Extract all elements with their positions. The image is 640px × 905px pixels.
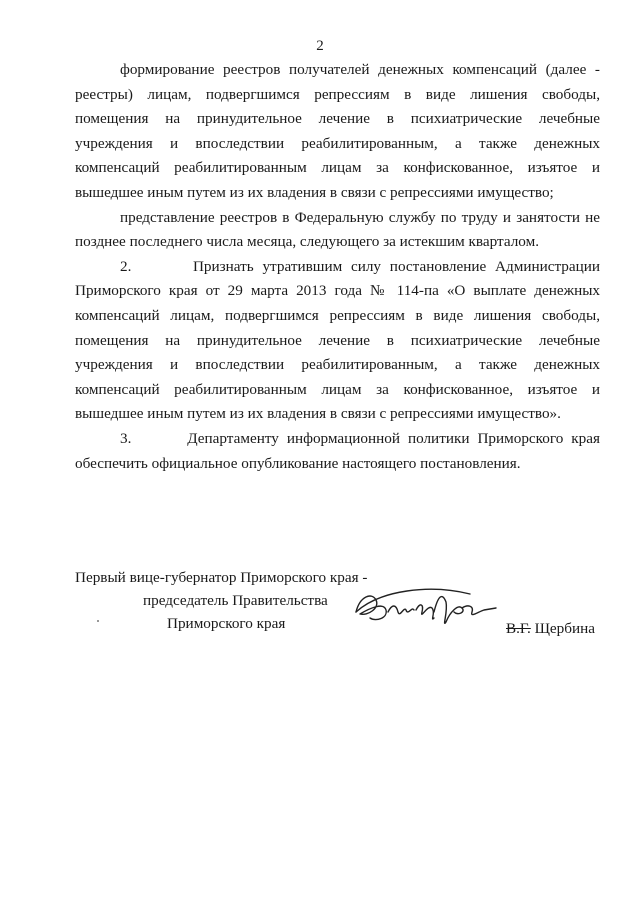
paragraph-item-2: 2. Признать утратившим силу постановление Администрации Приморского края от 29 марта 2013 года № 114-па «О выплате денежных компенсаций лицам, подвергшимся репрессиям в виде лишения свободы, помещения на принудительное лечение в психиатрические лечебные учреждения и впоследствии реабилитированным, а также денежных компенсаций реабилитированным лицам за конфискованное, изъятое и вышедшее иным путем из их владения в связи с репрессиями имущество». bbox=[75, 257, 600, 423]
handwritten-signature bbox=[350, 582, 500, 632]
paragraph-registry-formation: формирование реестров получателей денежных компенсаций (далее - реестры) лицам, подвергшимся репрессиям в виде лишения свободы, помещения на принудительное лечение в психиатрические лечебные учреждения и впоследствии реабилитированным, а также денежных компенсаций реабилитированным лицам за конфискованное, изъятое и вышедшее иным путем из их владения в связи с репрессиями имущество; bbox=[75, 61, 600, 201]
signatory-title-line2: председатель Правительства bbox=[143, 592, 328, 609]
document-body bbox=[75, 58, 600, 476]
signatory-title-line1: Первый вице-губернатор Приморского края - bbox=[75, 569, 368, 586]
scan-artifact bbox=[97, 620, 99, 622]
signatory-initials: В.Г. bbox=[506, 620, 531, 637]
paragraph-item-3: 3. Департаменту информационной политики Приморского края обеспечить официальное опубликование настоящего постановления. bbox=[75, 429, 600, 472]
page-number: 2 bbox=[316, 38, 324, 54]
signatory-name bbox=[506, 620, 595, 638]
paragraph-registry-submission: представление реестров в Федеральную службу по труду и занятости не позднее последнего числа месяца, следующего за истекшим кварталом. bbox=[75, 208, 600, 251]
signatory-surname: Щербина bbox=[534, 620, 595, 637]
signatory-title-line3: Приморского края bbox=[167, 615, 286, 632]
